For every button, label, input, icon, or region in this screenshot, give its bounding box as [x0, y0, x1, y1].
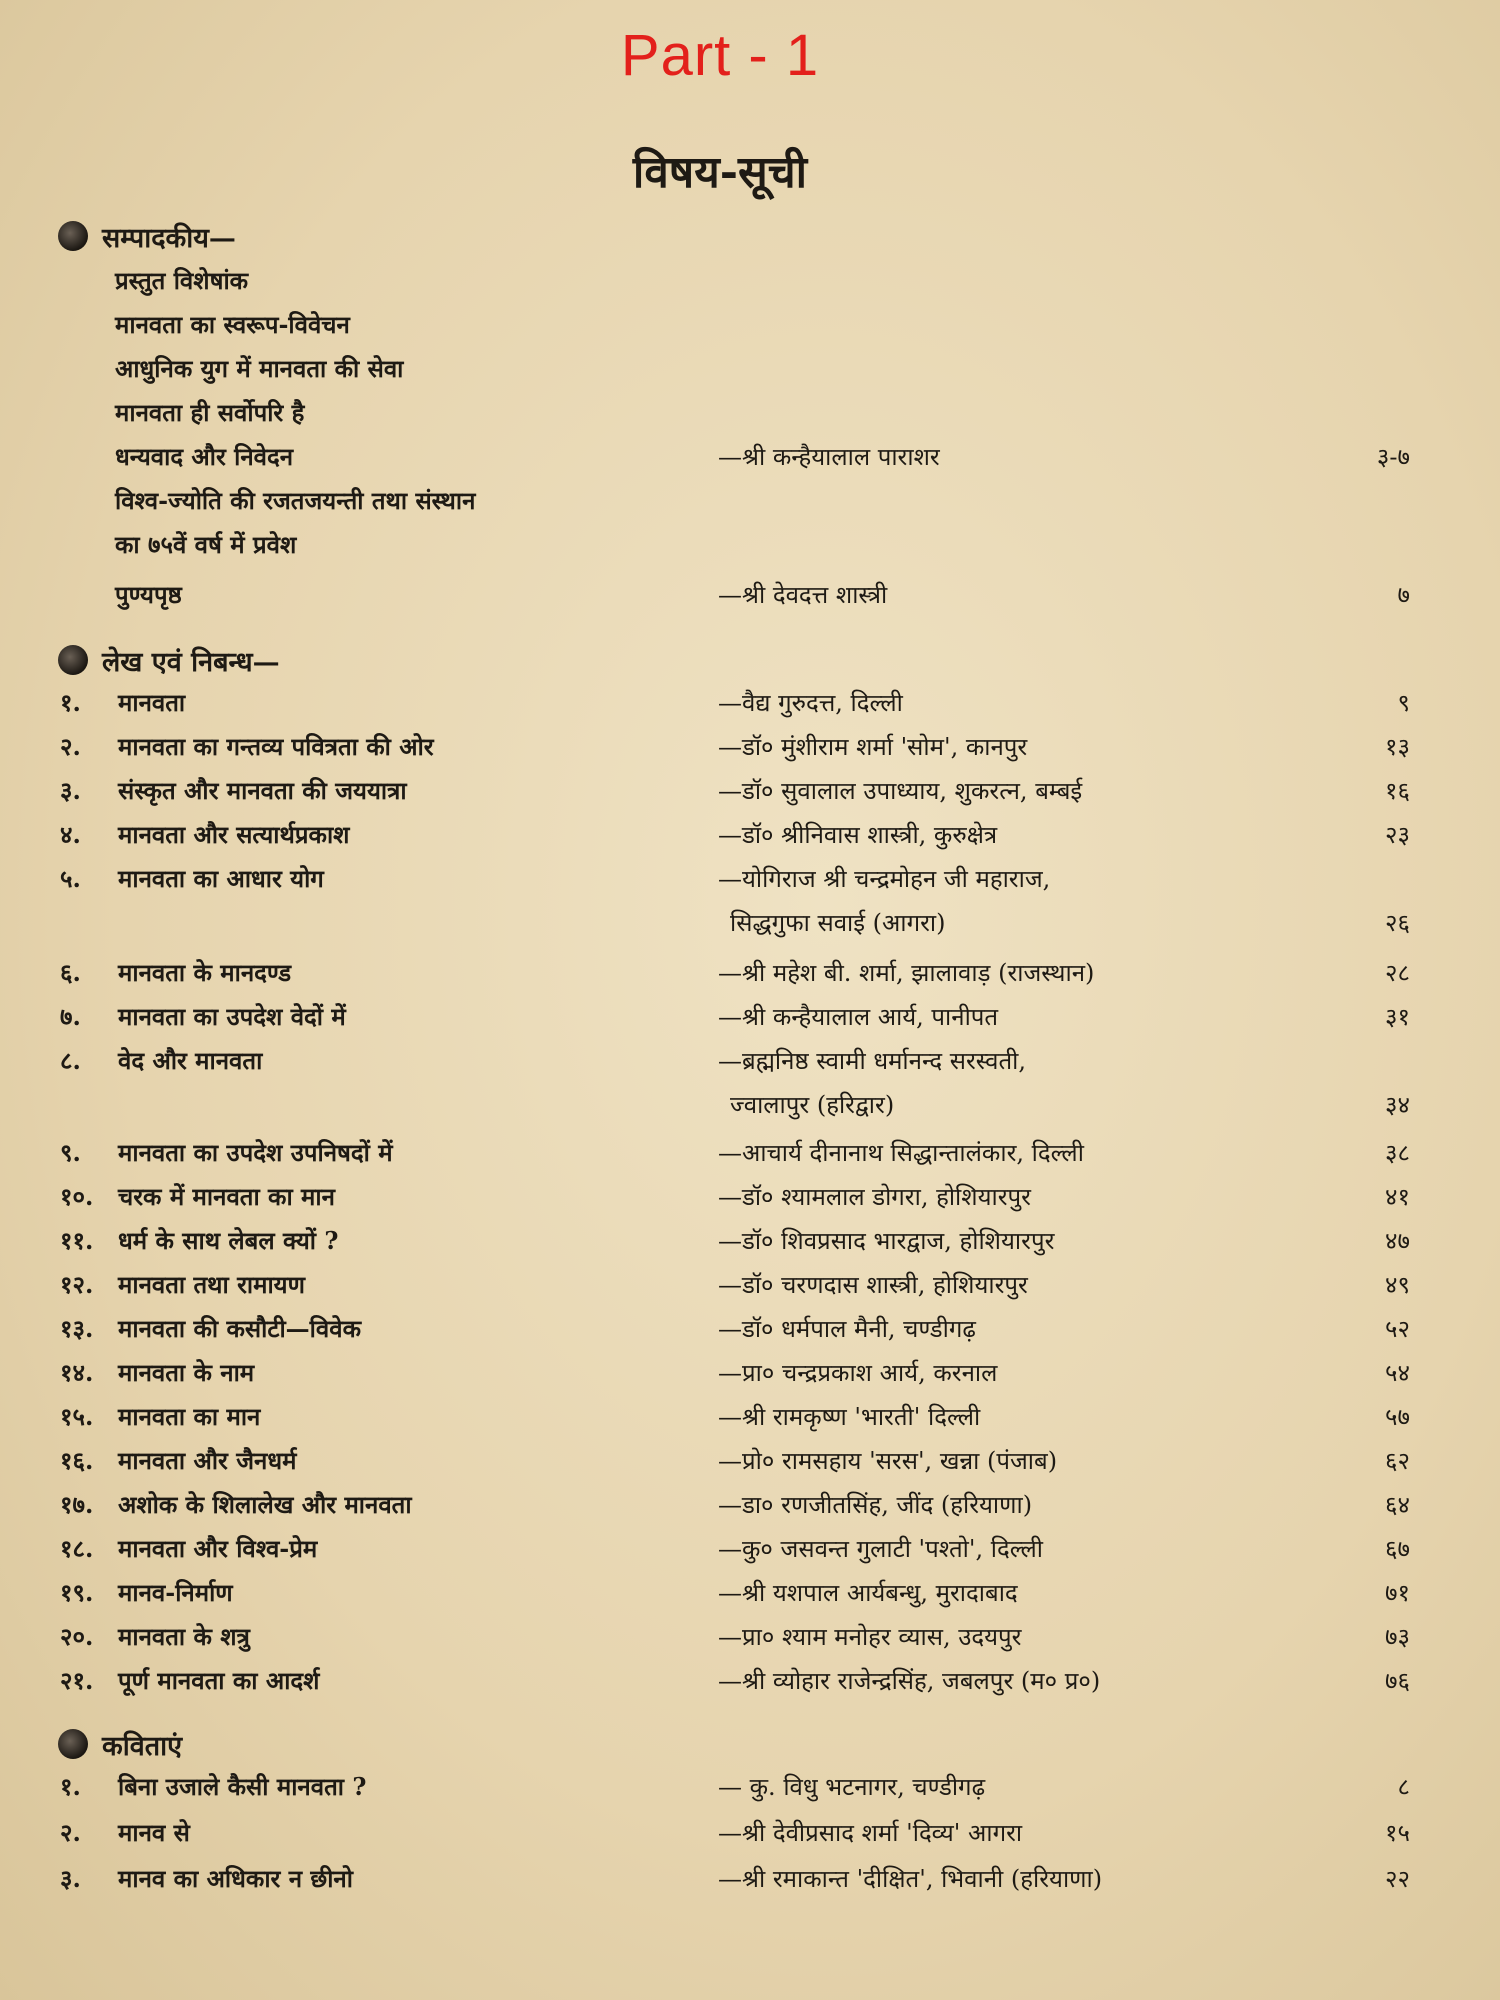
toc-row — [0, 956, 1420, 1000]
row-number: १९. — [60, 1578, 94, 1607]
row-title: चरक में मानवता का मान — [118, 1182, 335, 1211]
row-title: मानवता — [118, 688, 186, 717]
editorial-item — [0, 528, 1420, 572]
row-number: १२. — [60, 1270, 94, 1299]
row-title: मानवता का उपदेश वेदों में — [118, 1002, 346, 1031]
toc-row — [0, 1532, 1420, 1576]
row-title: मानवता के मानदण्ड — [118, 958, 292, 987]
row-author: —श्री रामकृष्ण 'भारती' दिल्ली — [718, 1403, 981, 1431]
row-author: —श्री रमाकान्त 'दीक्षित', भिवानी (हरियाणा) — [718, 1865, 1103, 1893]
row-number: ४. — [60, 820, 81, 849]
item-title: मानवता ही सर्वोपरि है — [115, 398, 305, 427]
row-page: ७६ — [1385, 1667, 1410, 1695]
row-page: २६ — [1385, 909, 1410, 937]
row-page: ३४ — [1385, 1091, 1410, 1119]
toc-row — [0, 818, 1420, 862]
row-title: मानवता के शत्रु — [118, 1622, 250, 1651]
row-number: २. — [60, 1818, 81, 1847]
bullet-icon — [58, 645, 88, 675]
editorial-item — [0, 440, 1420, 484]
toc-row — [0, 1576, 1420, 1620]
row-author: —आचार्य दीनानाथ सिद्धान्तालंकार, दिल्ली — [718, 1139, 1084, 1167]
toc-row — [0, 1356, 1420, 1400]
row-page: १६ — [1385, 777, 1410, 805]
row-author: —ब्रह्मनिष्ठ स्वामी धर्मानन्द सरस्वती, — [718, 1047, 1027, 1075]
row-author-continued: सिद्धगुफा सवाई (आगरा) — [730, 909, 946, 937]
row-author: —श्री यशपाल आर्यबन्धु, मुरादाबाद — [718, 1579, 1018, 1607]
row-author: —श्री कन्हैयालाल आर्य, पानीपत — [718, 1003, 999, 1031]
row-author: —योगिराज श्री चन्द्रमोहन जी महाराज, — [718, 865, 1051, 893]
row-author: —वैद्य गुरुदत्त, दिल्ली — [718, 689, 903, 717]
row-page: १५ — [1385, 1819, 1410, 1847]
part-label: Part - 1 — [620, 23, 820, 88]
row-title: मानवता और विश्व-प्रेम — [118, 1534, 318, 1563]
row-number: १३. — [60, 1314, 94, 1343]
row-page: ३१ — [1385, 1003, 1410, 1031]
toc-row — [0, 1136, 1420, 1180]
row-author: —डा० रणजीतसिंह, जींद (हरियाणा) — [718, 1491, 1033, 1519]
bullet-icon — [58, 1729, 88, 1759]
item-title: मानवता का स्वरूप-विवेचन — [115, 310, 350, 339]
row-number: २०. — [60, 1622, 94, 1651]
item-page: ७ — [1397, 581, 1410, 609]
toc-row — [0, 1488, 1420, 1532]
bullet-icon — [58, 221, 88, 251]
section-heading-essays — [58, 638, 280, 682]
row-author: —डॉ० मुंशीराम शर्मा 'सोम', कानपुर — [718, 733, 1028, 761]
row-author: —डॉ० धर्मपाल मैनी, चण्डीगढ़ — [718, 1315, 976, 1343]
toc-row — [0, 1180, 1420, 1224]
toc-row — [0, 1000, 1420, 1044]
row-author: —डॉ० श्यामलाल डोगरा, होशियारपुर — [718, 1183, 1031, 1211]
editorial-item — [0, 352, 1420, 396]
row-title: बिना उजाले कैसी मानवता ? — [118, 1772, 367, 1801]
row-title: मानव-निर्माण — [118, 1578, 233, 1607]
item-author: —श्री कन्हैयालाल पाराशर — [718, 443, 940, 471]
toc-row — [0, 862, 1420, 906]
row-author: — कु. विधु भटनागर, चण्डीगढ़ — [718, 1773, 986, 1801]
row-page: ७१ — [1385, 1579, 1410, 1607]
toc-row — [0, 1224, 1420, 1268]
row-author: —कु० जसवन्त गुलाटी 'पश्तो', दिल्ली — [718, 1535, 1044, 1563]
row-number: ७. — [60, 1002, 81, 1031]
toc-row — [0, 1620, 1420, 1664]
row-page: २३ — [1385, 821, 1410, 849]
row-title: अशोक के शिलालेख और मानवता — [118, 1490, 412, 1519]
row-number: ५. — [60, 864, 81, 893]
section-heading-text: सम्पादकीय— — [102, 222, 236, 254]
row-title: संस्कृत और मानवता की जययात्रा — [118, 776, 407, 805]
row-page: ९ — [1397, 689, 1410, 717]
row-page: ८ — [1397, 1773, 1410, 1801]
row-title: मानवता और सत्यार्थप्रकाश — [118, 820, 350, 849]
row-number: १. — [60, 1772, 81, 1801]
row-number: २. — [60, 732, 81, 761]
row-title: पूर्ण मानवता का आदर्श — [118, 1666, 320, 1695]
editorial-item — [0, 578, 1420, 622]
section-heading-editorial — [58, 214, 236, 258]
editorial-item — [0, 396, 1420, 440]
row-author: —डॉ० शिवप्रसाद भारद्वाज, होशियारपुर — [718, 1227, 1055, 1255]
row-number: २१. — [60, 1666, 94, 1695]
row-number: १. — [60, 688, 81, 717]
row-page: ५२ — [1385, 1315, 1410, 1343]
row-title: मानवता तथा रामायण — [118, 1270, 305, 1299]
row-number: ३. — [60, 776, 81, 805]
row-number: १४. — [60, 1358, 94, 1387]
row-title: मानवता का उपदेश उपनिषदों में — [118, 1138, 393, 1167]
row-number: १८. — [60, 1534, 94, 1563]
row-page: ६४ — [1385, 1491, 1410, 1519]
toc-row — [0, 686, 1420, 730]
section-heading-poems — [58, 1722, 182, 1766]
toc-row — [0, 1664, 1420, 1708]
row-number: १०. — [60, 1182, 94, 1211]
item-title: विश्व-ज्योति की रजतजयन्ती तथा संस्थान — [115, 486, 476, 515]
row-author: —श्री व्योहार राजेन्द्रसिंह, जबलपुर (म० प्र०) — [718, 1667, 1101, 1695]
toc-row — [0, 1312, 1420, 1356]
row-title: मानवता का आधार योग — [118, 864, 324, 893]
row-page: २२ — [1385, 1865, 1410, 1893]
toc-row — [0, 1816, 1420, 1860]
row-number: ११. — [60, 1226, 94, 1255]
row-author: —प्रो० रामसहाय 'सरस', खन्ना (पंजाब) — [718, 1447, 1058, 1475]
row-page: ५४ — [1385, 1359, 1410, 1387]
row-page: ३८ — [1385, 1139, 1410, 1167]
toc-row — [0, 1400, 1420, 1444]
toc-row — [0, 1444, 1420, 1488]
row-author: —डॉ० सुवालाल उपाध्याय, शुकरत्न, बम्बई — [718, 777, 1083, 805]
page-title: विषय-सूची — [632, 147, 808, 198]
row-page: ४१ — [1385, 1183, 1410, 1211]
row-title: मानवता की कसौटी—विवेक — [118, 1314, 362, 1343]
row-number: ६. — [60, 958, 81, 987]
row-page: ७३ — [1385, 1623, 1410, 1651]
row-title: मानवता का मान — [118, 1402, 261, 1431]
item-title: पुण्यपृष्ठ — [115, 580, 182, 609]
editorial-item — [0, 308, 1420, 352]
row-author: —प्रा० चन्द्रप्रकाश आर्य, करनाल — [718, 1359, 998, 1387]
row-number: ९. — [60, 1138, 81, 1167]
row-author: —श्री महेश बी. शर्मा, झालावाड़ (राजस्थान) — [718, 959, 1095, 987]
editorial-item — [0, 264, 1420, 308]
row-number: ८. — [60, 1046, 81, 1075]
toc-row — [0, 774, 1420, 818]
row-page: १३ — [1385, 733, 1410, 761]
row-author-continued: ज्वालापुर (हरिद्वार) — [730, 1091, 895, 1119]
toc-row — [0, 1044, 1420, 1088]
item-page: ३-७ — [1376, 443, 1410, 471]
row-number: ३. — [60, 1864, 81, 1893]
row-page: ४९ — [1385, 1271, 1410, 1299]
toc-row — [0, 730, 1420, 774]
row-author: —श्री देवीप्रसाद शर्मा 'दिव्य' आगरा — [718, 1819, 1023, 1847]
row-author: —प्रा० श्याम मनोहर व्यास, उदयपुर — [718, 1623, 1022, 1651]
row-title: मानव का अधिकार न छीनो — [118, 1864, 353, 1893]
toc-row-continuation — [0, 1088, 1420, 1132]
row-author: —डॉ० श्रीनिवास शास्त्री, कुरुक्षेत्र — [718, 821, 998, 849]
row-page: ६७ — [1385, 1535, 1410, 1563]
section-heading-text: कविताएं — [102, 1730, 183, 1762]
row-author: —डॉ० चरणदास शास्त्री, होशियारपुर — [718, 1271, 1028, 1299]
row-title: वेद और मानवता — [118, 1046, 263, 1075]
item-title: का ७५वें वर्ष में प्रवेश — [115, 530, 297, 559]
row-page: ५७ — [1385, 1403, 1410, 1431]
item-title: धन्यवाद और निवेदन — [115, 442, 294, 471]
row-page: ४७ — [1385, 1227, 1410, 1255]
item-author: —श्री देवदत्त शास्त्री — [718, 581, 888, 609]
row-title: मानवता का गन्तव्य पवित्रता की ओर — [118, 732, 434, 761]
row-title: धर्म के साथ लेबल क्यों ? — [118, 1226, 339, 1255]
row-page: २८ — [1385, 959, 1410, 987]
section-heading-text: लेख एवं निबन्ध— — [102, 646, 280, 678]
toc-row — [0, 1862, 1420, 1906]
row-title: मानवता के नाम — [118, 1358, 255, 1387]
item-title: प्रस्तुत विशेषांक — [115, 266, 249, 295]
row-number: १५. — [60, 1402, 94, 1431]
toc-row-continuation — [0, 906, 1420, 950]
row-number: १७. — [60, 1490, 94, 1519]
row-title: मानव से — [118, 1818, 190, 1847]
row-page: ६२ — [1385, 1447, 1410, 1475]
item-title: आधुनिक युग में मानवता की सेवा — [115, 354, 404, 383]
row-title: मानवता और जैनधर्म — [118, 1446, 297, 1475]
row-number: १६. — [60, 1446, 94, 1475]
toc-row — [0, 1770, 1420, 1814]
editorial-item — [0, 484, 1420, 528]
toc-row — [0, 1268, 1420, 1312]
